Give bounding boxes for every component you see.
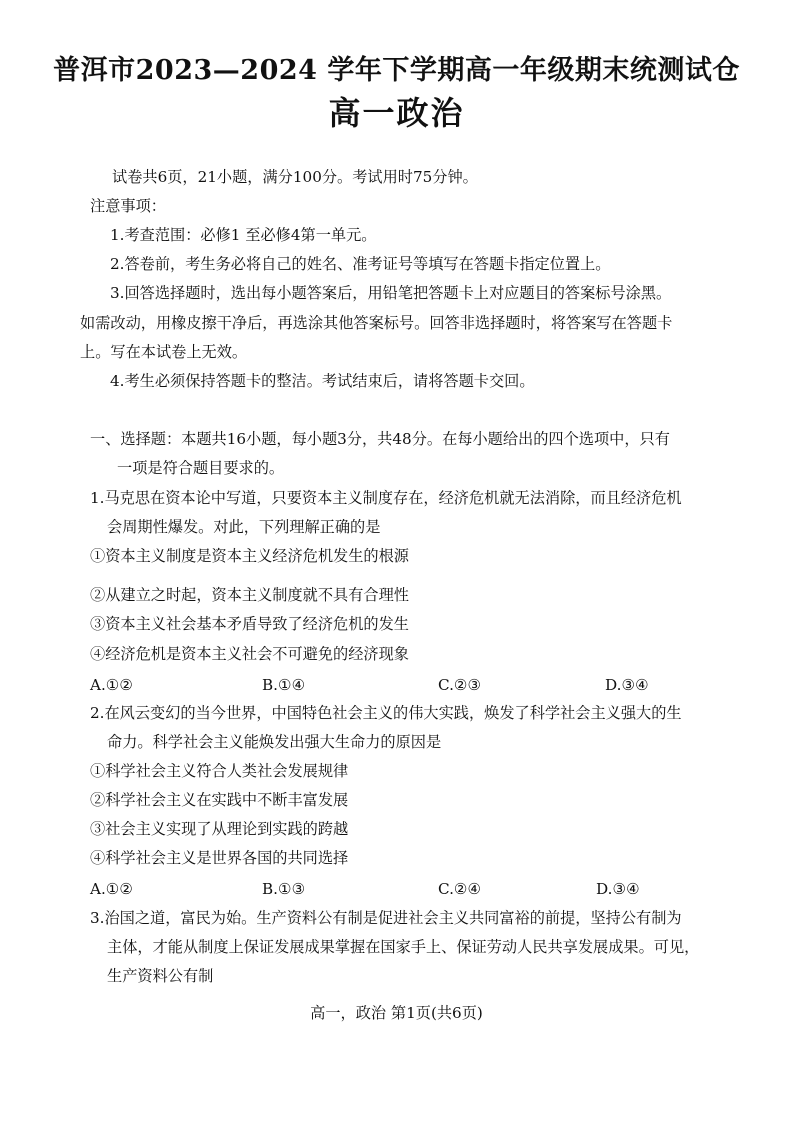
question-3-stem-end: 生产资料公有制	[107, 967, 214, 985]
question-1-stem-cont: 会周期性爆发。对此，下列理解正确的是	[107, 518, 381, 536]
notice-item-3-cont: 如需改动，用橡皮擦干净后，再选涂其他答案标号。回答非选择题时，将答案写在答题卡	[80, 314, 673, 332]
question-1-statement-2: ②从建立之时起，资本主义制度就不具有合理性	[90, 586, 409, 604]
question-1-stem: 1.马克思在资本论中写道，只要资本主义制度存在，经济危机就无法消除，而且经济危机	[90, 489, 682, 507]
question-2-statement-1: ①科学社会主义符合人类社会发展规律	[90, 762, 349, 780]
question-1-option-b: B.①④	[262, 676, 306, 694]
exam-title: 普洱市2023—2024 学年下学期高一年级期末统测试仓	[53, 55, 740, 86]
section-heading-cont: 一项是符合题目要求的。	[117, 459, 285, 477]
notice-item-3: 3.回答选择题时，选出每小题答案后，用铅笔把答题卡上对应题目的答案标号涂黑。	[110, 284, 672, 302]
question-2-option-a: A.①②	[90, 880, 134, 898]
notice-item-4: 4.考生必须保持答题卡的整洁。考试结束后，请将答题卡交回。	[110, 372, 535, 390]
notice-item-2: 2.答卷前，考生务必将自己的姓名、准考证号等填写在答题卡指定位置上。	[110, 255, 611, 273]
question-2-option-b: B.①③	[262, 880, 306, 898]
notice-label: 注意事项：	[90, 197, 166, 215]
section-heading: 一、选择题：本题共16小题，每小题3分，共48分。在每小题给出的四个选项中，只有	[90, 430, 670, 448]
question-3-stem-cont: 主体，才能从制度上保证发展成果掌握在国家手上、保证劳动人民共享发展成果。可见，	[107, 938, 700, 956]
notice-item-1: 1.考查范围：必修1 至必修4第一单元。	[110, 226, 377, 244]
question-1-statement-1: ①资本主义制度是资本主义经济危机发生的根源	[90, 547, 409, 565]
question-2-statement-2: ②科学社会主义在实践中不断丰富发展	[90, 791, 349, 809]
question-1-statement-3: ③资本主义社会基本矛盾导致了经济危机的发生	[90, 615, 409, 633]
intro-line: 试卷共6页，21小题，满分100分。考试用时75分钟。	[112, 168, 478, 186]
question-1-option-c: C.②③	[438, 676, 482, 694]
question-2-statement-4: ④科学社会主义是世界各国的共同选择	[90, 849, 349, 867]
question-3-stem: 3.治国之道，富民为始。生产资料公有制是促进社会主义共同富裕的前提，坚持公有制为	[90, 909, 682, 927]
question-2-option-c: C.②④	[438, 880, 482, 898]
question-1-option-a: A.①②	[90, 676, 134, 694]
subject-title: 高一政治	[328, 94, 465, 132]
question-1-statement-4: ④经济危机是资本主义社会不可避免的经济现象	[90, 645, 409, 663]
question-2-stem-cont: 命力。科学社会主义能焕发出强大生命力的原因是	[107, 733, 442, 751]
question-2-statement-3: ③社会主义实现了从理论到实践的跨越	[90, 820, 349, 838]
notice-item-3-end: 上。写在本试卷上无效。	[80, 343, 248, 361]
question-1-option-d: D.③④	[605, 676, 649, 694]
question-2-stem: 2.在风云变幻的当今世界，中国特色社会主义的伟大实践，焕发了科学社会主义强大的生	[90, 704, 682, 722]
question-2-option-d: D.③④	[596, 880, 640, 898]
page-footer: 高一，政治 第1页(共6页)	[310, 1004, 483, 1022]
